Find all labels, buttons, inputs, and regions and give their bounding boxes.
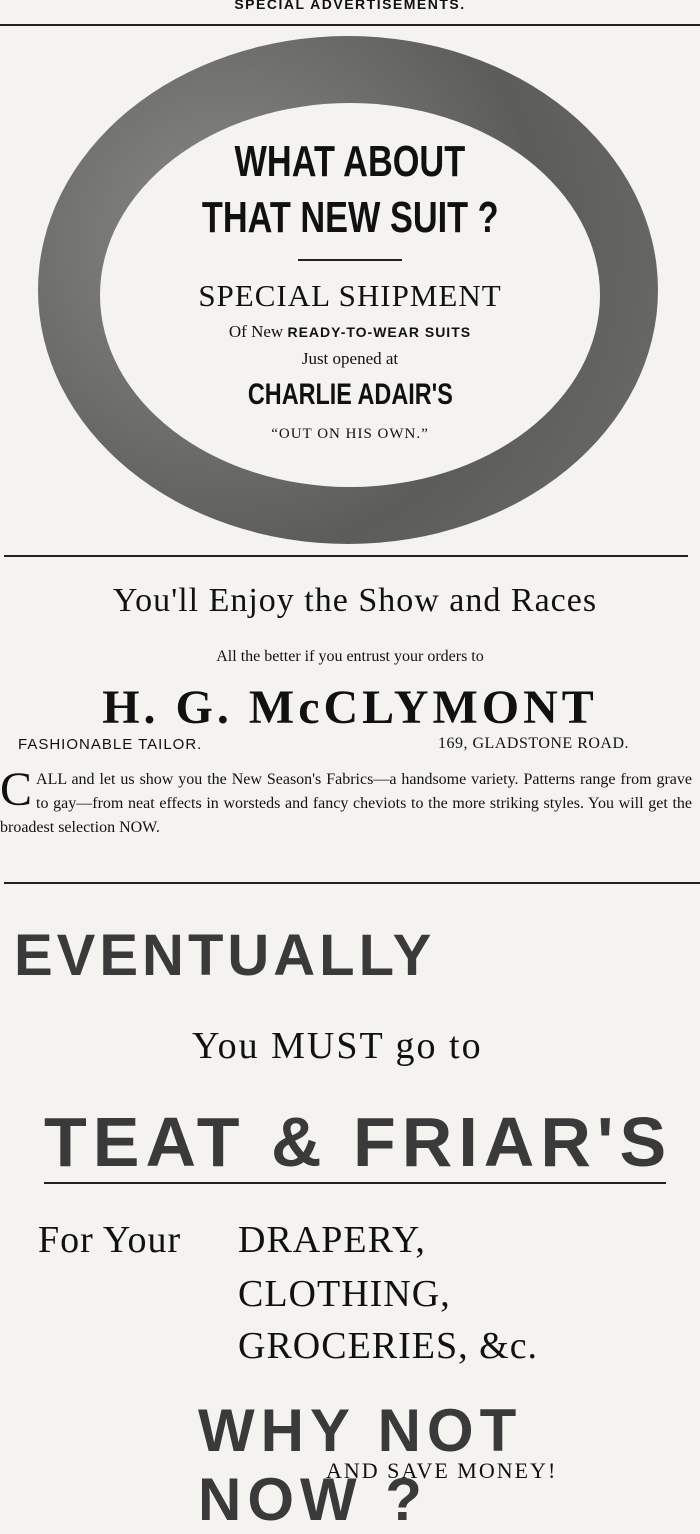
special-shipment: SPECIAL SHIPMENT <box>198 278 502 313</box>
tailor-name: H. G. McCLYMONT <box>102 681 598 734</box>
of-new-text: Of New <box>228 322 284 341</box>
tailor-trade: FASHIONABLE TAILOR. <box>18 736 203 753</box>
store-rule <box>44 1182 666 1184</box>
tailor-address: 169, GLADSTONE ROAD. <box>438 735 630 752</box>
tailor-body <box>0 763 692 840</box>
tailor-subline: All the better if you entrust your orders to <box>216 648 484 665</box>
ready-to-wear-line <box>0 322 700 342</box>
goods-item: GROCERIES, &c. <box>238 1325 539 1367</box>
suit-headline-1 <box>0 136 700 187</box>
goods-item: CLOTHING, <box>238 1273 451 1315</box>
shop-name-text: CHARLIE ADAIR'S <box>247 378 453 411</box>
goods-item: DRAPERY, <box>238 1219 426 1261</box>
eventually-headline: EVENTUALLY <box>14 923 436 988</box>
suit-divider <box>298 259 402 261</box>
must-go-line: You MUST go to <box>192 1025 483 1067</box>
suit-headline-1-text: WHAT ABOUT <box>234 137 466 186</box>
shop-name <box>0 378 700 412</box>
store-name: TEAT & FRIAR'S <box>44 1103 673 1181</box>
just-opened: Just opened at <box>301 349 399 368</box>
ready-to-wear-text: READY-TO-WEAR SUITS <box>287 324 472 340</box>
tailor-headline: You'll Enjoy the Show and Races <box>112 582 598 619</box>
header-rule <box>0 24 700 26</box>
section-rule-2 <box>4 882 700 884</box>
save-money: AND SAVE MONEY! <box>326 1458 558 1483</box>
for-your-label: For Your <box>38 1219 182 1261</box>
suit-headline-2 <box>0 192 700 243</box>
why-not-now: WHY NOT NOW ? <box>198 1397 523 1533</box>
section-rule-1 <box>4 555 688 557</box>
tailor-body-text: ALL and let us show you the New Season's Fabrics—a handsome variety. Patterns range from grave to gay—from neat effects in worsteds and fancy cheviots to the more striking styles. You will get the broadest selection NOW. <box>0 771 692 836</box>
shop-motto: “OUT ON HIS OWN.” <box>271 426 429 442</box>
drop-cap: C <box>0 763 33 816</box>
page-header: SPECIAL ADVERTISEMENTS. <box>234 0 466 12</box>
suit-headline-2-text: THAT NEW SUIT ? <box>201 193 499 242</box>
